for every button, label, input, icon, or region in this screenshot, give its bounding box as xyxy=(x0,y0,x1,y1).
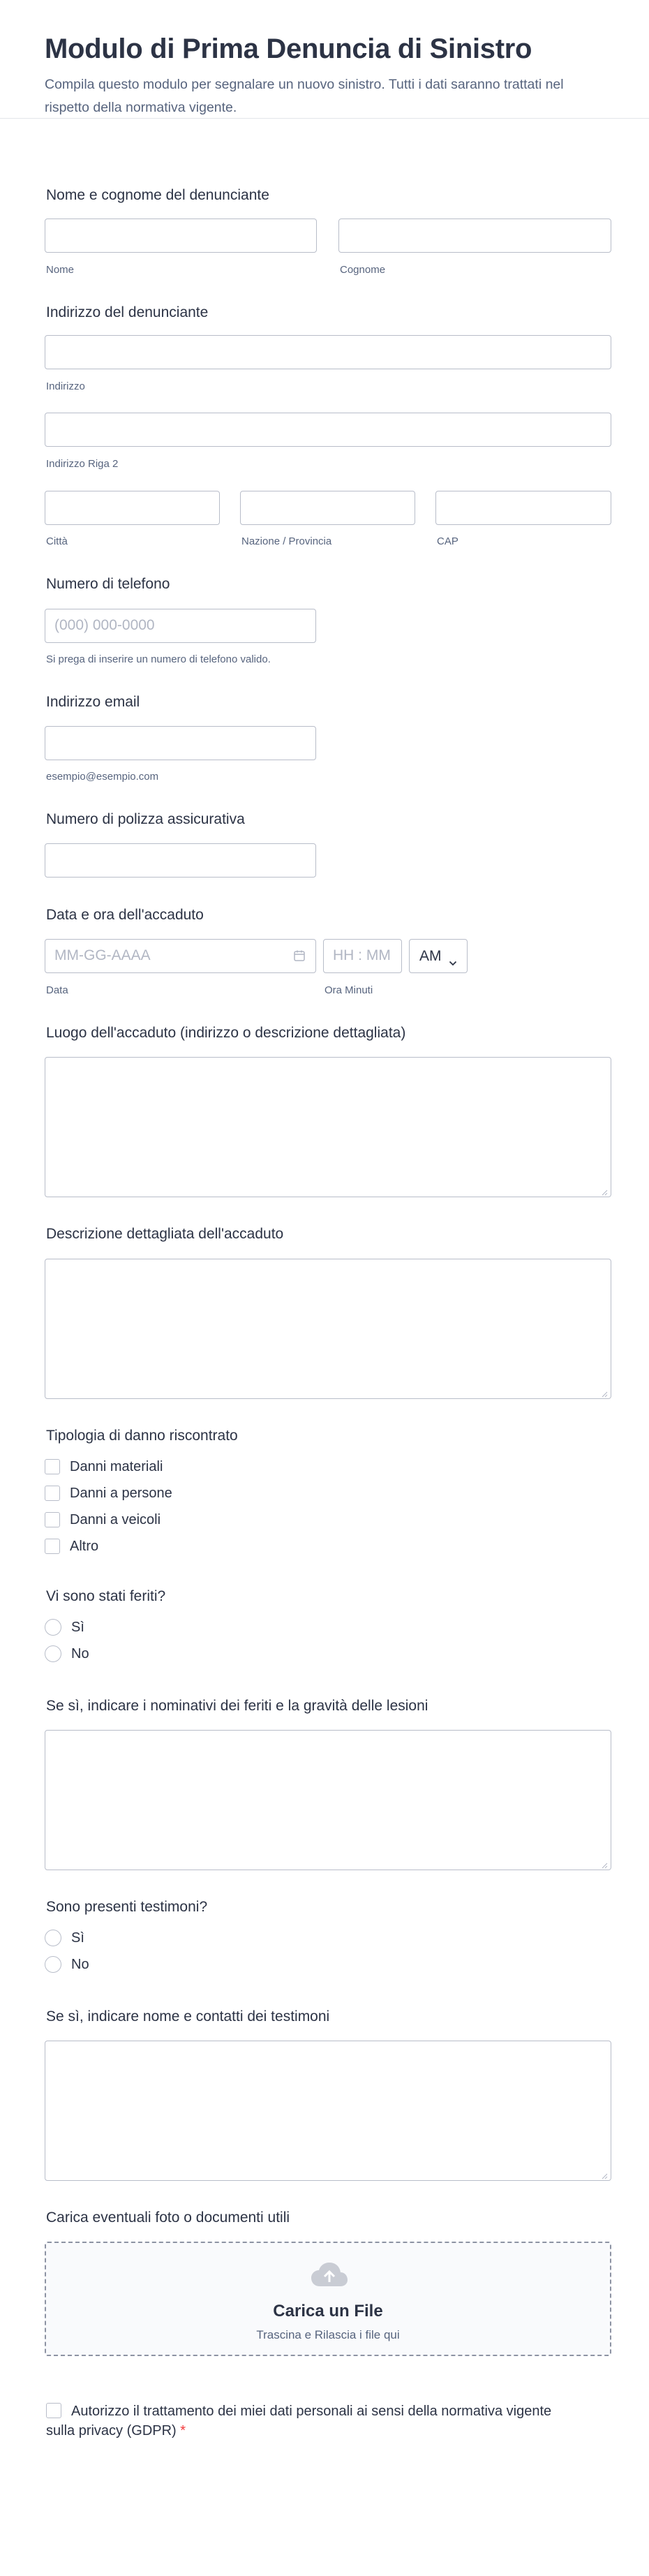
upload-title: Carica un File xyxy=(273,2302,383,2320)
policy-label: Numero di polizza assicurativa xyxy=(46,811,245,827)
option-label: No xyxy=(71,1645,89,1661)
radio[interactable] xyxy=(45,1930,61,1946)
option-label: Danni a persone xyxy=(70,1485,172,1501)
email-label: Indirizzo email xyxy=(46,694,140,710)
state-input[interactable] xyxy=(240,491,415,525)
address-line2-sublabel: Indirizzo Riga 2 xyxy=(46,458,119,470)
resize-handle-icon[interactable] xyxy=(601,2170,608,2177)
description-label: Descrizione dettagliata dell'accaduto xyxy=(46,1226,284,1242)
radio[interactable] xyxy=(45,1645,61,1662)
phone-input[interactable] xyxy=(45,609,316,643)
date-placeholder: MM-GG-AAAA xyxy=(54,947,151,963)
radio[interactable] xyxy=(45,1956,61,1973)
file-upload-dropzone[interactable] xyxy=(45,2242,611,2356)
checkbox[interactable] xyxy=(45,1512,60,1527)
zip-input[interactable] xyxy=(435,491,611,525)
first-name-input[interactable] xyxy=(45,219,317,253)
phone-placeholder: (000) 000-0000 xyxy=(54,617,155,633)
last-name-sublabel: Cognome xyxy=(340,264,386,276)
datetime-label: Data e ora dell'accaduto xyxy=(46,907,204,923)
last-name-input[interactable] xyxy=(338,219,611,253)
damage-option-persons[interactable] xyxy=(45,1484,172,1502)
resize-handle-icon[interactable] xyxy=(601,1389,608,1396)
damage-option-vehicles[interactable] xyxy=(45,1511,161,1529)
injured-option-yes[interactable] xyxy=(45,1618,84,1636)
time-sublabel: Ora Minuti xyxy=(324,984,373,996)
resize-handle-icon[interactable] xyxy=(601,1187,608,1194)
upload-label: Carica eventuali foto o documenti utili xyxy=(46,2209,290,2226)
address-line1-input[interactable] xyxy=(45,335,611,369)
option-label: Danni a veicoli xyxy=(70,1511,161,1527)
checkbox[interactable] xyxy=(45,1539,60,1554)
upload-hint: Trascina e Rilascia i file qui xyxy=(256,2328,400,2341)
checkbox[interactable] xyxy=(45,1459,60,1474)
option-label: No xyxy=(71,1956,89,1972)
policy-number-input[interactable] xyxy=(45,843,316,878)
zip-sublabel: CAP xyxy=(437,535,458,547)
address-label: Indirizzo del denunciante xyxy=(46,304,209,320)
witness-details-textarea[interactable] xyxy=(45,2041,611,2181)
name-label: Nome e cognome del denunciante xyxy=(46,187,269,203)
address-line2-input[interactable] xyxy=(45,413,611,447)
resize-handle-icon[interactable] xyxy=(601,1860,608,1867)
email-sublabel: esempio@esempio.com xyxy=(46,771,159,783)
option-label: Sì xyxy=(71,1619,84,1635)
calendar-icon[interactable] xyxy=(293,949,306,962)
description-textarea[interactable] xyxy=(45,1259,611,1399)
email-input[interactable] xyxy=(45,726,316,760)
phone-label: Numero di telefono xyxy=(46,576,170,592)
radio[interactable] xyxy=(45,1619,61,1636)
option-label: Altro xyxy=(70,1538,99,1554)
form-header xyxy=(0,0,649,119)
ampm-value: AM xyxy=(419,947,442,964)
location-label: Luogo dell'accaduto (indirizzo o descrizione dettagliata) xyxy=(46,1025,406,1041)
form-description: Compila questo modulo per segnalare un nuovo sinistro. Tutti i dati saranno trattati nel rispetto della normativa vigente. xyxy=(45,77,564,115)
date-input[interactable] xyxy=(45,939,316,973)
injured-label: Vi sono stati feriti? xyxy=(46,1588,166,1604)
cloud-upload-icon xyxy=(310,2261,349,2289)
witness-details-label: Se sì, indicare nome e contatti dei testimoni xyxy=(46,2008,330,2024)
witness-label: Sono presenti testimoni? xyxy=(46,1899,208,1915)
damage-label: Tipologia di danno riscontrato xyxy=(46,1428,238,1444)
consent-checkbox[interactable] xyxy=(46,2403,61,2418)
damage-option-material[interactable] xyxy=(45,1458,163,1476)
witness-option-yes[interactable] xyxy=(45,1929,84,1947)
address-line1-sublabel: Indirizzo xyxy=(46,380,85,392)
date-sublabel: Data xyxy=(46,984,68,996)
injured-details-label: Se sì, indicare i nominativi dei feriti e la gravità delle lesioni xyxy=(46,1698,428,1714)
required-mark: * xyxy=(180,2423,186,2438)
state-sublabel: Nazione / Provincia xyxy=(241,535,332,547)
phone-sublabel: Si prega di inserire un numero di telefono valido. xyxy=(46,653,271,665)
consent-text: Autorizzo il trattamento dei miei dati personali ai sensi della normativa vigente sulla privacy (GDPR) xyxy=(46,2404,552,2438)
form-title: Modulo di Prima Denuncia di Sinistro xyxy=(45,34,532,64)
time-placeholder: HH : MM xyxy=(333,947,391,963)
witness-option-no[interactable] xyxy=(45,1955,89,1974)
injured-option-no[interactable] xyxy=(45,1645,89,1663)
time-input[interactable] xyxy=(323,939,402,973)
option-label: Sì xyxy=(71,1930,84,1946)
injured-details-textarea[interactable] xyxy=(45,1730,611,1870)
first-name-sublabel: Nome xyxy=(46,264,75,276)
city-sublabel: Città xyxy=(46,535,68,547)
city-input[interactable] xyxy=(45,491,220,525)
damage-option-other[interactable] xyxy=(45,1537,98,1555)
consent-row[interactable] xyxy=(46,2401,576,2441)
checkbox[interactable] xyxy=(45,1486,60,1501)
location-textarea[interactable] xyxy=(45,1057,611,1197)
chevron-down-icon xyxy=(449,954,457,959)
ampm-select[interactable] xyxy=(409,939,468,973)
option-label: Danni materiali xyxy=(70,1458,163,1474)
